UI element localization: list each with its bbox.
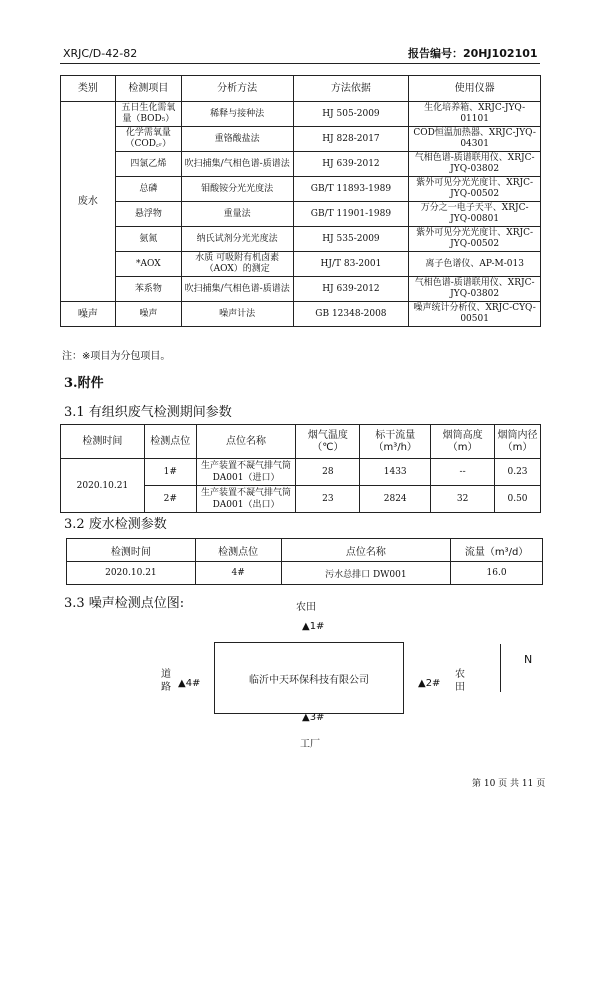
standard-cell: HJ/T 83-2001 bbox=[293, 252, 409, 277]
factory-label: 工厂 bbox=[300, 739, 320, 750]
method-cell: 吹扫捕集/气相色谱-质谱法 bbox=[181, 277, 293, 302]
method-cell: 重量法 bbox=[181, 202, 293, 227]
north-indicator: N bbox=[524, 653, 533, 666]
instrument-cell: 万分之一电子天平、XRJC-JYQ-00801 bbox=[409, 202, 541, 227]
noise-point-1: ▲1# bbox=[302, 621, 325, 632]
noise-map-heading: 3.3 噪声检测点位图: bbox=[64, 596, 185, 611]
noise-point-3: ▲3# bbox=[302, 712, 325, 723]
road-label: 道路 bbox=[161, 669, 171, 693]
col-method: 分析方法 bbox=[181, 76, 293, 102]
instrument-cell: 紫外可见分光光度计、XRJC-JYQ-00502 bbox=[409, 227, 541, 252]
col-point-name: 点位名称 bbox=[196, 425, 296, 459]
point-cell: 1# bbox=[144, 459, 196, 486]
point-name-cell: 污水总排口 DW001 bbox=[281, 562, 451, 585]
page-number: 第 10 页 共 11 页 bbox=[472, 779, 546, 789]
col-temp: 烟气温度（℃） bbox=[296, 425, 360, 459]
table-row bbox=[61, 177, 541, 202]
item-cell: 噪声 bbox=[115, 302, 181, 327]
company-name: 临沂中天环保科技有限公司 bbox=[249, 674, 369, 686]
standard-cell: HJ 535-2009 bbox=[293, 227, 409, 252]
category-cell: 噪声 bbox=[61, 302, 116, 327]
method-cell: 水质 可吸附有机卤素（AOX）的测定 bbox=[181, 252, 293, 277]
col-point-name: 点位名称 bbox=[281, 539, 451, 562]
temp-cell: 28 bbox=[296, 459, 360, 486]
item-cell: 化学需氧量（COD꜀ᵣ） bbox=[115, 127, 181, 152]
table-row bbox=[61, 102, 541, 127]
point-cell: 2# bbox=[144, 486, 196, 513]
col-date: 检测时间 bbox=[67, 539, 196, 562]
table-row bbox=[61, 227, 541, 252]
height-cell: 32 bbox=[431, 486, 495, 513]
item-cell: *AOX bbox=[115, 252, 181, 277]
method-cell: 纳氏试剂分光光度法 bbox=[181, 227, 293, 252]
attachments-heading: 3.附件 bbox=[64, 376, 104, 391]
blank-area bbox=[0, 822, 600, 988]
instrument-cell: 气相色谱-质谱联用仪、XRJC-JYQ-03802 bbox=[409, 277, 541, 302]
north-arrow-line bbox=[500, 644, 501, 692]
wastewater-table-header bbox=[67, 539, 543, 562]
method-cell: 重铬酸盐法 bbox=[181, 127, 293, 152]
date-cell: 2020.10.21 bbox=[61, 459, 145, 513]
instrument-cell: 紫外可见分光光度计、XRJC-JYQ-00502 bbox=[409, 177, 541, 202]
instrument-cell: 噪声统计分析仪、XRJC-CYQ-00501 bbox=[409, 302, 541, 327]
noise-point-4: ▲4# bbox=[178, 678, 201, 689]
subcontract-note: 注：※项目为分包项目。 bbox=[62, 351, 171, 362]
height-cell: -- bbox=[431, 459, 495, 486]
north-field-label: 农田 bbox=[296, 602, 316, 613]
item-cell: 氨氮 bbox=[115, 227, 181, 252]
col-height: 烟筒高度（m） bbox=[431, 425, 495, 459]
col-instrument: 使用仪器 bbox=[409, 76, 541, 102]
standard-cell: GB/T 11893-1989 bbox=[293, 177, 409, 202]
table-row bbox=[61, 202, 541, 227]
col-item: 检测项目 bbox=[115, 76, 181, 102]
noise-point-2: ▲2# bbox=[418, 678, 441, 689]
standard-cell: HJ 828-2017 bbox=[293, 127, 409, 152]
instrument-cell: 离子色谱仪、AP-M-013 bbox=[409, 252, 541, 277]
method-cell: 噪声计法 bbox=[181, 302, 293, 327]
diameter-cell: 0.23 bbox=[495, 459, 541, 486]
table-row bbox=[61, 127, 541, 152]
flow-cell: 1433 bbox=[360, 459, 431, 486]
item-cell: 四氯乙烯 bbox=[115, 152, 181, 177]
table-row bbox=[61, 302, 541, 327]
wastewater-params-heading: 3.2 废水检测参数 bbox=[64, 517, 167, 532]
exhaust-params-table bbox=[60, 424, 541, 513]
flow-cell: 2824 bbox=[360, 486, 431, 513]
point-name-cell: 生产装置不凝气排气筒 DA001（出口） bbox=[196, 486, 296, 513]
table-row bbox=[61, 277, 541, 302]
item-cell: 总磷 bbox=[115, 177, 181, 202]
standard-cell: HJ 639-2012 bbox=[293, 277, 409, 302]
table-row bbox=[61, 152, 541, 177]
table-row bbox=[61, 459, 541, 486]
standard-cell: GB/T 11901-1989 bbox=[293, 202, 409, 227]
instrument-cell: 气相色谱-质谱联用仪、XRJC-JYQ-03802 bbox=[409, 152, 541, 177]
header-divider bbox=[60, 63, 540, 64]
table-row bbox=[61, 252, 541, 277]
temp-cell: 23 bbox=[296, 486, 360, 513]
col-diameter: 烟筒内径（m） bbox=[495, 425, 541, 459]
standard-cell: GB 12348-2008 bbox=[293, 302, 409, 327]
item-cell: 五日生化需氧量（BOD₅） bbox=[115, 102, 181, 127]
standard-cell: HJ 505-2009 bbox=[293, 102, 409, 127]
instrument-cell: 生化培养箱、XRJC-JYQ-01101 bbox=[409, 102, 541, 127]
table-row bbox=[67, 562, 543, 585]
exhaust-params-heading: 3.1 有组织废气检测期间参数 bbox=[64, 405, 232, 420]
col-standard: 方法依据 bbox=[293, 76, 409, 102]
col-date: 检测时间 bbox=[61, 425, 145, 459]
col-flow: 标干流量（m³/h） bbox=[360, 425, 431, 459]
method-cell: 稀释与接种法 bbox=[181, 102, 293, 127]
wastewater-params-table bbox=[66, 538, 543, 585]
east-field-label: 农田 bbox=[455, 669, 465, 693]
standard-cell: HJ 639-2012 bbox=[293, 152, 409, 177]
exhaust-table-header bbox=[61, 425, 541, 459]
method-cell: 钼酸铵分光光度法 bbox=[181, 177, 293, 202]
instrument-cell: COD恒温加热器、XRJC-JYQ-04301 bbox=[409, 127, 541, 152]
item-cell: 悬浮物 bbox=[115, 202, 181, 227]
col-flow: 流量（m³/d） bbox=[451, 539, 543, 562]
col-point: 检测点位 bbox=[195, 539, 281, 562]
company-site-box bbox=[214, 642, 404, 714]
report-number: 报告编号：20HJ102101 bbox=[408, 47, 538, 60]
date-cell: 2020.10.21 bbox=[67, 562, 196, 585]
point-name-cell: 生产装置不凝气排气筒 DA001（进口） bbox=[196, 459, 296, 486]
doc-code: XRJC/D-42-82 bbox=[63, 47, 138, 60]
col-category: 类别 bbox=[61, 76, 116, 102]
method-cell: 吹扫捕集/气相色谱-质谱法 bbox=[181, 152, 293, 177]
category-cell: 废水 bbox=[61, 102, 116, 302]
method-table-header bbox=[61, 76, 541, 102]
diameter-cell: 0.50 bbox=[495, 486, 541, 513]
col-point: 检测点位 bbox=[144, 425, 196, 459]
item-cell: 苯系物 bbox=[115, 277, 181, 302]
point-cell: 4# bbox=[195, 562, 281, 585]
method-table bbox=[60, 75, 541, 327]
flow-cell: 16.0 bbox=[451, 562, 543, 585]
